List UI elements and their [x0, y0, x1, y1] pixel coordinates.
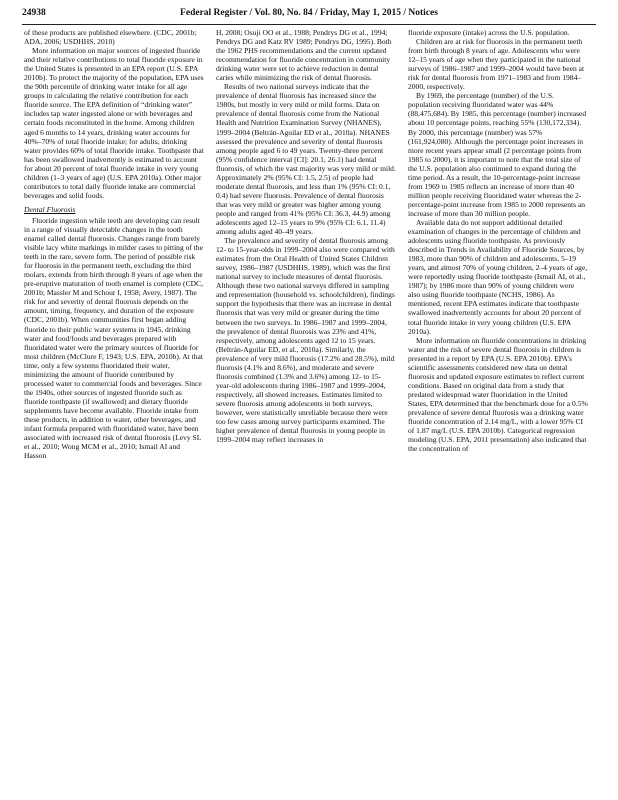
publication-line: Federal Register / Vol. 80, No. 84 / Friday, May 1, 2015 / Notices: [180, 8, 438, 18]
section-heading: Dental Fluorosis: [24, 204, 76, 214]
paragraph: More information on major sources of ingested fluoride and their relative contributions to total fluoride exposure in the United States is presented in an EPA report (U.S. EPA 2010b). To protect the majority of the population, EPA uses the 90th percentile of drinking water intake for all age groups in calculating the relative contribution for each fluoride source. The EPA definition of “drinking water” includes tap water ingested alone or with beverages and certain foods reconstituted in the home. Among children aged 6 months to 14 years, drinking water accounts for 40%–70% of total fluoride intake; for adults, drinking water provides 60% of total fluoride intake. Toothpaste that has been swallowed inadvertently is estimated to account for about 20 percent of total fluoride intake in very young children (1–3 years of age) (U.S. EPA 2010a). Other major contributors to total daily fluoride intake are commercial beverages and solid foods.: [24, 46, 204, 200]
paragraph: By 1969, the percentage (number) of the U.S. population receiving fluoridated water was 44% (88,475,684). By 1985, this percentage (number) increased about 10 percentage points, reaching 55% (130,172,334). By 2000, this percentage (number) was 57% (161,924,080). Although the percentage point increases in more recent years appear small (2 percentage points from 1985 to 2000), it is important to note that the total size of the U.S. population also continued to expand during the time period. As a result, the 10-percentage-point increase from 1969 to 1985 reflects an increase of more than 40 million people receiving fluoridated water whereas the 2-percentage-point increase from 1985 to 2000 represents an increase of more than 30 million people.: [408, 91, 587, 218]
header-rule: [22, 24, 596, 25]
paragraph: Results of two national surveys indicate that the prevalence of dental fluorosis has increased since the 1980s, but mostly in very mild or mild forms. Data on prevalence of dental fluorosis come from the National Health and Nutrition Examination Survey (NHANES), 1999–2004 (Beltrán-Aguilar ED et al., 2010a). NHANES assessed the prevalence and severity of dental fluorosis among people aged 6 to 49 years. Twenty-three percent (95% confidence interval [CI]: 20.1, 26.1) had dental fluorosis, of which the vast majority was very mild or mild. Approximately 2% (95% CI: 1.5, 2.5) of people had moderate dental fluorosis, and less than 1% (95% CI: 0.1, 0.4) had severe fluorosis. Prevalence of dental fluorosis that was very mild or greater was higher among young people and ranged from 41% (95% CI: 36.3, 44.9) among adolescents aged 12–15 years to 9% (95% CI: 6.1, 11.4) among adults aged 40–49 years.: [216, 82, 396, 237]
paragraph: Fluoride ingestion while teeth are developing can result in a range of visually detectable changes in the tooth enamel called dental fluorosis. Changes range from barely visible lacy white markings in milder cases to pitting of the teeth in the rare, severe form. The period of possible risk for fluorosis in the permanent teeth, excluding the third molars, extends from birth through 8 years of age when the pre-eruptive maturation of tooth enamel is complete (CDC, 2001b; Massler M and Schour I, 1958; Avery, 1987). The risk for and severity of dental fluorosis depends on the amount, timing, frequency, and duration of the exposure (CDC, 2001b). When communities first began adding fluoride to their public water systems in 1945, drinking water and food/foods and beverages prepared with fluoridated water were the primary sources of fluoride for most children (McClure F, 1943; U.S. EPA, 2010b). At that time, only a few systems fluoridated their water, minimizing the amount of fluoride contributed by processed water to commercial foods and beverages. Since the 1940s, other sources of ingested fluoride such as fluoride toothpaste (if swallowed) and dietary fluoride supplements have become available. Fluoride intake from these products, in addition to water, other beverages, and infant formula prepared with fluoridated water, have been associated with increased risk of dental fluorosis (Levy SL et al., 2010; Wong MCM et al., 2010; Ismail AI and Hasson: [24, 215, 203, 461]
paragraph: Available data do not support additional detailed examination of changes in the percentage of children and adolescents using fluoride toothpaste. As previously described in Trends in Availability of Fluoride Sources, by 1983, more than 90% of children and adolescents, 5–19 years, and almost 70% of young children, 2–4 years of age, were reportedly using fluoride toothpaste (Ismail AI, et al., 1987); by 1986 more than 90% of young children were also using fluoride toothpaste (NCHS, 1986). As mentioned, recent EPA estimates indicate that toothpaste swallowed inadvertently accounts for about 20 percent of total fluoride intake in very young children (U.S. EPA 2010a).: [408, 217, 588, 336]
paragraph: H, 2008; Osuji OO et al., 1988; Pendrys DG et al., 1994; Pendrys DG and Katz RV 1989; Pendrys DG, 1995). Both the 1962 PHS recommendations and the current updated recommendation for fluoride concentration in community drinking water were set to achieve reduction in dental caries while minimizing the risk of dental fluorosis.: [216, 28, 392, 83]
paragraph: Children are at risk for fluorosis in the permanent teeth from birth through 8 years of age. Adolescents who were 12–15 years of age when they participated in the national surveys of 1986–1987 and 1999–2004 would have been at risk for dental fluorosis from 1971–1983 and from 1984–2000, respectively.: [408, 37, 585, 92]
column-3: [408, 28, 588, 792]
paragraph: fluoride exposure (intake) across the U.S. population.: [408, 28, 570, 37]
page-number: 24938: [22, 8, 46, 18]
column-1: [24, 28, 204, 792]
paragraph: of these products are published elsewhere. (CDC, 2001b; ADA, 2006; USDHHS, 2010): [24, 28, 197, 47]
paragraph: More information on fluoride concentrations in drinking water and the risk of severe dental fluorosis in children is presented in a report by EPA (U.S. EPA 2010b). EPA’s scientific assessments considered new data on dental fluorosis and updated exposure estimates to reflect current conditions. Based on original data from a study that predated widespread water fluoridation in the United States, EPA determined that the benchmark dose for a 0.5% prevalence of severe dental fluorosis was a drinking water fluoride concentration of 2.14 mg/L, with a lower 95% CI of 1.87 mg/L (U.S. EPA 2010b). Categorical regression modeling (U.S. EPA, 2011 presentation) also indicated that the concentration of: [408, 335, 588, 454]
running-header: [22, 8, 596, 22]
paragraph: The prevalence and severity of dental fluorosis among 12- to 15-year-olds in 1999–2004 also were compared with estimates from the Oral Health of United States Children survey, 1986–1987 (USDHHS, 1989), which was the first national survey to include measures of dental fluorosis. Although these two national surveys differed in sampling and representation (household vs. schoolchildren), findings support the hypothesis that there was an increase in dental fluorosis that was very mild or greater during the time between the two surveys. In 1986–1987 and 1999–2004, the prevalence of dental fluorosis was 23% and 41%, respectively, among adolescents aged 12 to 15 years. (Beltrán-Aguilar ED, et al., 2010a). Similarly, the prevalence of very mild fluorosis (17.2% and 28.5%), mild fluorosis (4.1% and 8.6%), and moderate and severe fluorosis combined (1.3% and 3.6%) among 12- to 15-year-old adolescents during 1986–1987 and 1999–2004, respectively, all showed increases. Estimates limited to severe fluorosis among adolescents in both surveys, however, were statistically unreliable because there were too few cases among survey participants examined. The higher prevalence of dental fluorosis in young people in 1999–2004 may reflect increases in: [216, 236, 395, 445]
column-2: [216, 28, 396, 792]
